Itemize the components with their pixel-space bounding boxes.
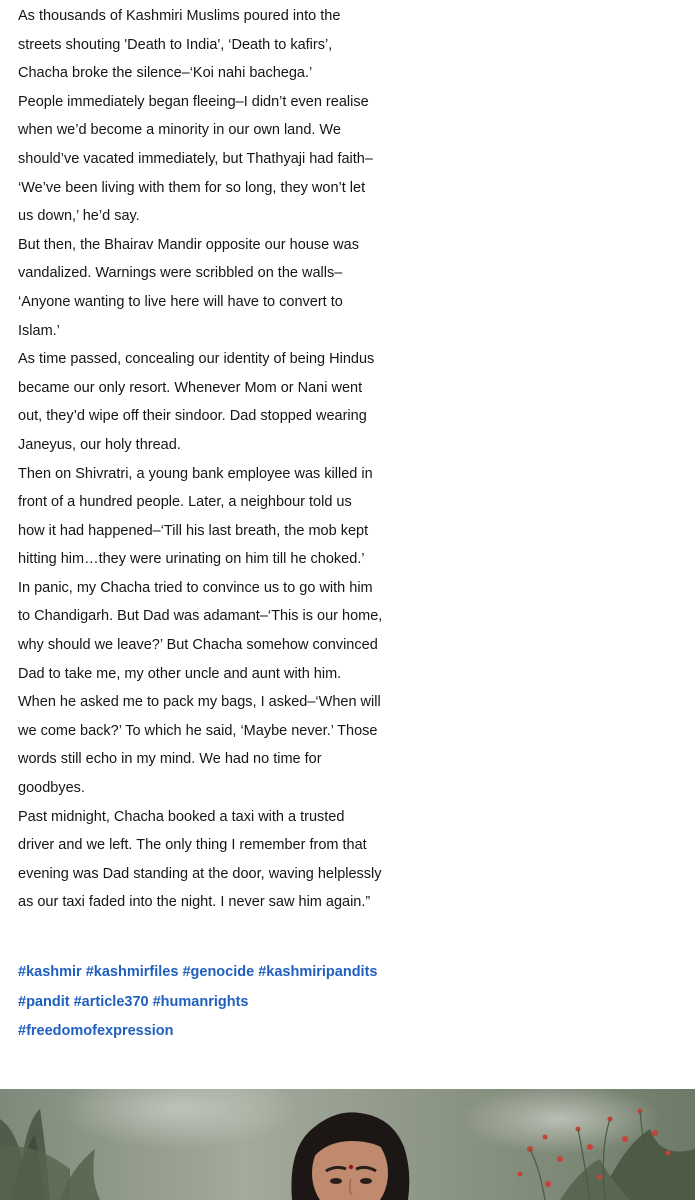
post-text-line: hitting him…they were urinating on him till he choked.’ [18,551,365,568]
post-text-line: became our only resort. Whenever Mom or Nani went [18,379,363,396]
hashtag-line [18,958,683,988]
post-text-line: Dad to take me, my other uncle and aunt with him. [18,665,342,682]
hashtag-link[interactable]: #humanrights [152,993,249,1010]
post-text-line: vandalized. Warnings were scribbled on the walls– [18,265,343,282]
post-text-line: In panic, my Chacha tried to convince us to go with him [18,579,373,596]
hashtag-link[interactable]: #article370 [73,993,149,1010]
post-text-line: As thousands of Kashmiri Muslims poured into the [18,8,341,24]
hashtag-link[interactable]: #kashmir [18,964,82,980]
post-photo[interactable] [0,1089,695,1200]
hashtag-line [18,988,683,1018]
post-text-line: us down,’ he’d say. [18,208,140,225]
post-text-line: evening was Dad standing at the door, waving helplessly [18,865,382,882]
post-text-line: front of a hundred people. Later, a neighbour told us [18,494,352,511]
post-text-line: When he asked me to pack my bags, I asked–‘When will [18,694,381,711]
hashtag-link[interactable]: #kashmiripandits [258,964,378,980]
hashtag-list [18,958,683,1047]
post-text-line: how it had happened–‘Till his last breath, the mob kept [18,522,369,539]
post-text-line: driver and we left. The only thing I remember from that [18,837,367,854]
post-text-line: ‘Anyone wanting to live here will have to convert to [18,293,343,310]
post-text-line: should’ve vacated immediately, but Thathyaji had faith– [18,150,373,167]
post-text-line: Janeyus, our holy thread. [18,436,181,453]
post-text-line: we come back?’ To which he said, ‘Maybe never.’ Those [18,722,378,739]
hashtag-link[interactable]: #freedomofexpression [18,1023,174,1039]
photo-woman-in-garden [0,1089,695,1200]
post-text-line: when we’d become a minority in our own land. We [18,122,341,139]
post-text-line: ‘We’ve been living with them for so long, they won’t let [18,179,366,196]
hashtag-link[interactable]: #genocide [182,964,255,980]
post-body-text [18,2,683,917]
post-text-line: to Chandigarh. But Dad was adamant–‘This is our home, [18,608,383,625]
post-text-line: goodbyes. [18,780,85,797]
post-text-line: Past midnight, Chacha booked a taxi with a trusted [18,808,345,825]
hashtag-link[interactable]: #pandit [18,993,70,1010]
post-text-line: out, they’d wipe off their sindoor. Dad stopped wearing [18,408,367,425]
post-text-line: as our taxi faded into the night. I never saw him again.” [18,894,371,911]
post-text-line: As time passed, concealing our identity of being Hindus [18,351,375,368]
post-text-line: Chacha broke the silence–‘Koi nahi bachega.’ [18,65,313,82]
post-text-line: why should we leave?’ But Chacha somehow convinced [18,637,378,654]
post-text-line: Then on Shivratri, a young bank employee was killed in [18,465,373,482]
post-text-line: words still echo in my mind. We had no time for [18,751,322,768]
post-text-line: But then, the Bhairav Mandir opposite our house was [18,236,359,253]
post-text-line: Islam.’ [18,322,60,339]
post-text-line: streets shouting 'Death to India', ‘Death to kafirs’, [18,36,333,53]
post-text-line: People immediately began fleeing–I didn’t even realise [18,93,369,110]
hashtag-line [18,1017,683,1047]
hashtag-link[interactable]: #kashmirfiles [85,964,179,980]
